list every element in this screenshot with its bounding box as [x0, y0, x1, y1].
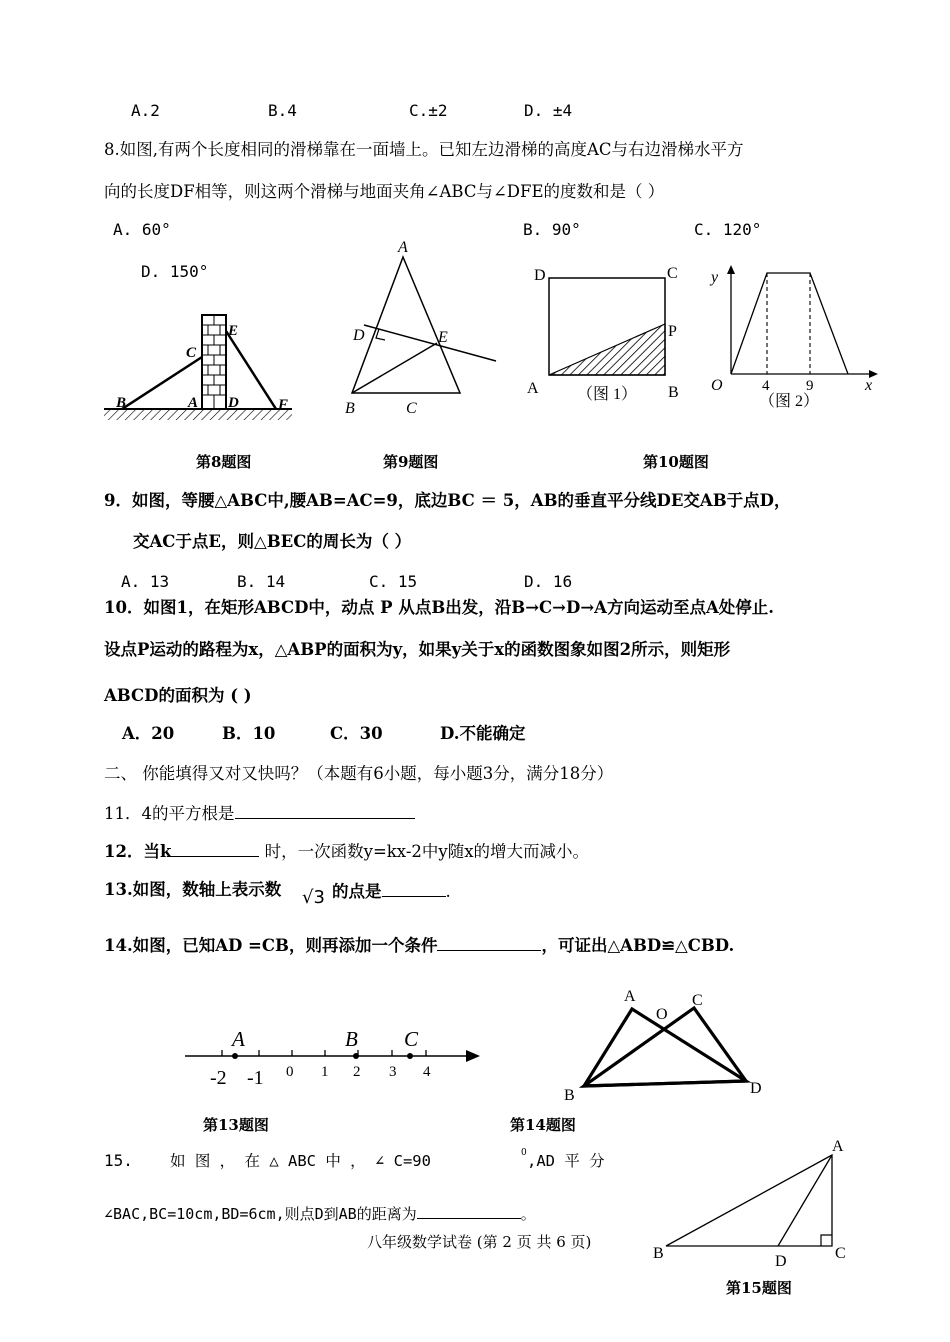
q8-option-d: D. 150° — [141, 262, 209, 281]
fig10a-label-a: A — [527, 380, 539, 397]
q9-option-c: C. 15 — [369, 572, 418, 591]
q10-option-b: B．10 — [222, 724, 276, 743]
fig9-label-e: E — [438, 329, 448, 346]
q7-option-d: D. ±4 — [524, 101, 573, 120]
fig8-label-d: D — [228, 395, 239, 411]
q15-line2 — [104, 1202, 536, 1224]
fig13-label-a: A — [232, 1027, 245, 1051]
q15-line2-text: ∠BAC,BC=10cm,BD=6cm,则点D到AB的距离为 — [104, 1205, 417, 1223]
q13-sqrt3: √3 — [302, 887, 325, 908]
figure-14 — [560, 983, 775, 1108]
q8-option-a: A. 60° — [113, 220, 171, 239]
q8-option-c: C. 120° — [694, 220, 762, 239]
q7-option-a: A.2 — [131, 101, 160, 120]
q7-option-c: C.±2 — [409, 101, 448, 120]
q12 — [104, 840, 589, 862]
point-c — [407, 1053, 413, 1059]
fig14-label-b: B — [564, 1087, 575, 1104]
fig13-label-b: B — [345, 1027, 358, 1051]
q13-answer-blank[interactable] — [382, 880, 446, 897]
q14-text-a: 14.如图，已知AD =CB，则再添加一个条件 — [104, 936, 438, 955]
fig9-label-c: C — [406, 400, 417, 417]
figure-10-2 — [703, 260, 888, 415]
q15-line1b: 如 图 ， 在 △ ABC 中 ， ∠ C=90 — [170, 1152, 431, 1170]
fig13-tick-1: 1 — [321, 1064, 329, 1080]
fig8-label-a: A — [188, 395, 199, 411]
q10-option-a: A．20 — [122, 724, 175, 743]
point-b — [353, 1053, 359, 1059]
fig10b-subcaption: （图 2） — [759, 393, 820, 410]
q8-line1: 8.如图,有两个长度相同的滑梯靠在一面墙上。已知左边滑梯的高度AC与右边滑梯水平方 — [104, 140, 744, 159]
fig13-tick-4: 4 — [423, 1064, 431, 1080]
fig10b-tick-4: 4 — [762, 378, 770, 394]
fig10b-label-o: O — [711, 377, 723, 394]
fig14-label-o: O — [656, 1006, 668, 1023]
fig10b-label-y: y — [711, 269, 719, 286]
q10-line1: 10．如图1，在矩形ABCD中，动点 P 从点B出发，沿B→C→D→A方向运动至点A处停止. — [104, 598, 774, 617]
point-a — [232, 1053, 238, 1059]
q10-line2: 设点P运动的路程为x，△ABP的面积为y，如果y关于x的函数图象如图2所示，则矩形 — [104, 640, 731, 659]
fig15-label-c: C — [835, 1245, 846, 1262]
page-footer: 八年级数学试卷 (第 2 页 共 6 页) — [367, 1233, 592, 1251]
fig14-label-d: D — [750, 1080, 762, 1097]
q8-line2: 向的长度DF相等，则这两个滑梯与地面夹角∠ABC与∠DFE的度数和是（ ） — [104, 182, 665, 201]
fig13-tick-neg2: -2 — [210, 1067, 227, 1089]
q11-answer-blank[interactable] — [235, 802, 415, 819]
figure-8 — [104, 305, 299, 430]
fig8-label-b: B — [116, 395, 127, 411]
fig10b-label-x: x — [865, 377, 873, 394]
q10-option-d: D.不能确定 — [440, 724, 526, 743]
figure-13 — [180, 1022, 490, 1097]
q9-option-d: D. 16 — [524, 572, 573, 591]
q15-line2-end: 。 — [520, 1205, 536, 1223]
fig8-label-e: E — [228, 323, 239, 339]
fig15-caption: 第15题图 — [726, 1279, 792, 1297]
q15-line1c: ,AD 平 分 — [527, 1152, 605, 1170]
figure-15 — [650, 1135, 850, 1270]
fig9-label-a: A — [398, 239, 408, 256]
section2-heading: 二、 你能填得又对又快吗？（本题有6小题，每小题3分，满分18分） — [104, 764, 614, 783]
fig13-caption: 第13题图 — [203, 1116, 269, 1134]
fig10b-tick-9: 9 — [806, 378, 814, 394]
figure-9 — [340, 235, 505, 420]
q9-line1: 9．如图，等腰△ABC中,腰AB=AC=9，底边BC ＝ 5，AB的垂直平分线DE交AB于点D， — [104, 491, 791, 510]
q12-text-a: 12．当k — [104, 842, 172, 861]
q11-text: 11．4的平方根是 — [104, 804, 235, 823]
q13-text-b: 的点是 — [332, 882, 382, 901]
fig9-label-d: D — [353, 327, 365, 344]
fig8-caption: 第8题图 — [196, 453, 252, 471]
q13-rest — [332, 880, 451, 902]
fig8-label-f: F — [278, 397, 289, 413]
fig14-label-c: C — [692, 992, 703, 1009]
fig13-tick-neg1: -1 — [247, 1067, 264, 1089]
fig13-tick-0: 0 — [286, 1064, 294, 1080]
q12-text-b: 时，一次函数y=kx-2中y随x的增大而减小。 — [264, 842, 590, 861]
q10-option-c: C．30 — [330, 724, 383, 743]
fig10a-subcaption: （图 1） — [577, 386, 638, 403]
q9-line2: 交AC于点E，则△BEC的周长为（ ） — [133, 532, 412, 551]
q14-text-b: ，可证出△ABD≌△CBD. — [541, 936, 735, 955]
q9-option-b: B. 14 — [237, 572, 286, 591]
q15-degree-sup: 0 — [521, 1148, 527, 1158]
q15-answer-blank[interactable] — [417, 1202, 521, 1219]
fig15-label-a: A — [832, 1138, 844, 1155]
fig9-label-b: B — [345, 400, 355, 417]
fig10a-label-p: P — [668, 323, 677, 340]
fig15-label-b: B — [653, 1245, 664, 1262]
fig15-label-d: D — [775, 1253, 787, 1270]
q11 — [104, 802, 415, 824]
q8-option-b: B. 90° — [523, 220, 581, 239]
q9-option-a: A. 13 — [121, 572, 170, 591]
q13 — [104, 880, 281, 900]
q13-text-c: . — [445, 882, 451, 901]
fig14-label-a: A — [624, 988, 636, 1005]
q7-option-b: B.4 — [268, 101, 297, 120]
q15-number: 15. — [104, 1151, 133, 1170]
q14 — [104, 934, 734, 956]
fig10a-label-c: C — [667, 265, 678, 282]
figure-10-1 — [525, 258, 690, 408]
q10-line3: ABCD的面积为 ( ) — [104, 686, 252, 705]
q12-answer-blank[interactable] — [171, 840, 259, 857]
q14-answer-blank[interactable] — [437, 934, 541, 951]
fig13-tick-2: 2 — [353, 1064, 361, 1080]
fig8-label-c: C — [186, 345, 197, 361]
fig10-caption: 第10题图 — [643, 453, 709, 471]
fig13-label-c: C — [404, 1027, 419, 1051]
fig10a-label-b: B — [668, 384, 679, 401]
fig9-caption: 第9题图 — [383, 453, 439, 471]
q13-text-a: 13.如图，数轴上表示数 — [104, 880, 282, 899]
fig13-tick-3: 3 — [389, 1064, 397, 1080]
fig10a-label-d: D — [534, 267, 546, 284]
fig14-caption: 第14题图 — [510, 1116, 576, 1134]
